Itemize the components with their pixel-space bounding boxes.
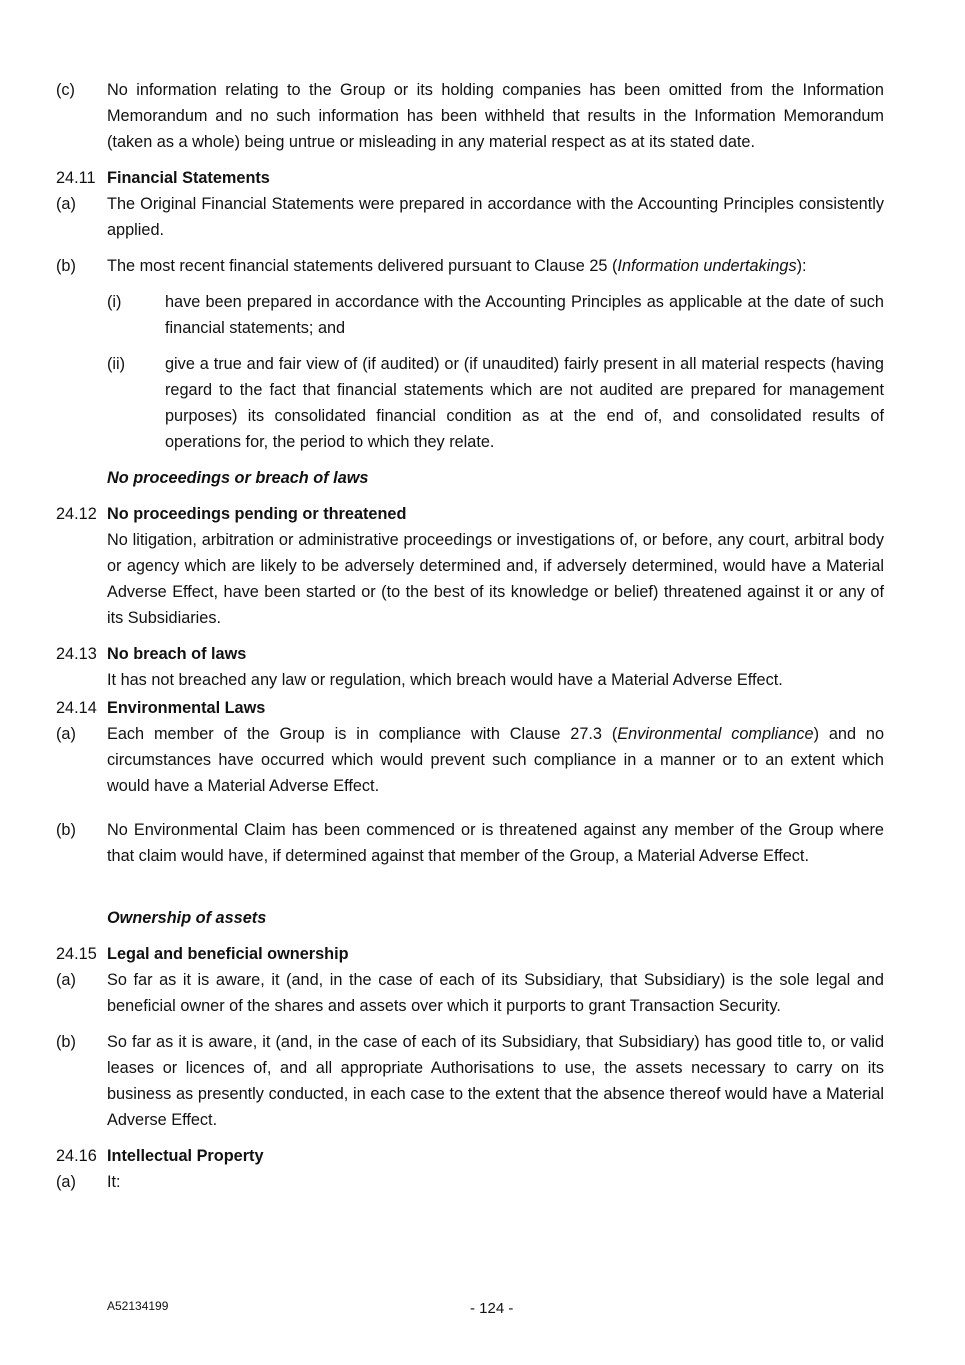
clause-text: So far as it is aware, it (and, in the case of each of its Subsidiary, that Subsidiary) has good title to, or valid leases or licences of, and all appropriate Authorisations to use, the assets necessary to carry on its business as presently conducted, in each case to the extent that the absence thereof would have a Material Adverse Effect. (107, 1033, 884, 1129)
clause-text (107, 253, 884, 279)
section-number: 24.15 (56, 945, 97, 963)
italic-reference: Information undertakings (617, 257, 797, 275)
section-text: It has not breached any law or regulation, which breach would have a Material Adverse Effect. (107, 671, 783, 689)
clause-text (107, 721, 884, 799)
section-text: No litigation, arbitration or administrative proceedings or investigations of, or before, any court, arbitral body or agency which are likely to be adversely determined and, if adversely determined, would have a Material Adverse Effect, have been started or (to the best of its knowledge or belief) threatened against it or any of its Subsidiaries. (107, 531, 884, 627)
clause-label: (c) (56, 81, 75, 99)
group-heading: Ownership of assets (107, 909, 267, 927)
clause-text: No information relating to the Group or its holding companies has been omitted from the Information Memorandum and no such information has been withheld that results in the Information Memorandum (taken as a whole) being untrue or misleading in any material respect as at its stated date. (107, 81, 884, 151)
section-title: No proceedings pending or threatened (107, 505, 407, 523)
clause-text: It: (107, 1173, 121, 1191)
section-number: 24.12 (56, 505, 97, 523)
clause-label: (a) (56, 725, 76, 743)
subclause-text: give a true and fair view of (if audited) or (if unaudited) fairly present in all material respects (having regard to the fact that financial statements which are not audited are prepared for management purposes) its consolidated financial condition as at the end of, and consolidated results of operations for, the period to which they relate. (165, 355, 884, 451)
clause-label: (a) (56, 195, 76, 213)
text: Each member of the Group is in compliance with Clause 27.3 ( (107, 725, 618, 743)
text: The most recent financial statements delivered pursuant to Clause 25 ( (107, 257, 618, 275)
text: ): (796, 257, 807, 275)
section-number: 24.16 (56, 1147, 97, 1165)
section-title: Legal and beneficial ownership (107, 945, 349, 963)
subclause-text: have been prepared in accordance with the Accounting Principles as applicable at the date of such financial statements; and (165, 293, 884, 337)
section-number: 24.14 (56, 699, 97, 717)
subclause-label: (ii) (107, 355, 126, 373)
clause-text: So far as it is aware, it (and, in the case of each of its Subsidiary, that Subsidiary) is the sole legal and beneficial owner of the shares and assets over which it purports to grant Transaction Security. (107, 971, 884, 1015)
section-title: Financial Statements (107, 169, 270, 187)
clause-label: (a) (56, 1173, 76, 1191)
group-heading: No proceedings or breach of laws (107, 469, 369, 487)
section-number: 24.13 (56, 645, 97, 663)
clause-label: (b) (56, 1033, 76, 1051)
section-title: No breach of laws (107, 645, 247, 663)
clause-text: No Environmental Claim has been commenced or is threatened against any member of the Group where that claim would have, if determined against that member of the Group, a Material Adverse Effect. (107, 821, 884, 865)
section-number: 24.11 (56, 169, 96, 187)
clause-label: (b) (56, 821, 76, 839)
section-title: Environmental Laws (107, 699, 266, 717)
clause-label: (a) (56, 971, 76, 989)
clause-label: (b) (56, 257, 76, 275)
subclause-label: (i) (107, 293, 122, 311)
italic-reference: Environmental compliance (617, 725, 814, 743)
clause-text: The Original Financial Statements were prepared in accordance with the Accounting Principles consistently applied. (107, 195, 884, 239)
page-number: - 124 - (470, 1300, 514, 1317)
document-id: A52134199 (107, 1299, 169, 1313)
text: ) and no circumstances have occurred which would prevent such compliance in a manner or to an extent which would have a Material Adverse Effect. (107, 725, 884, 795)
section-title: Intellectual Property (107, 1147, 264, 1165)
